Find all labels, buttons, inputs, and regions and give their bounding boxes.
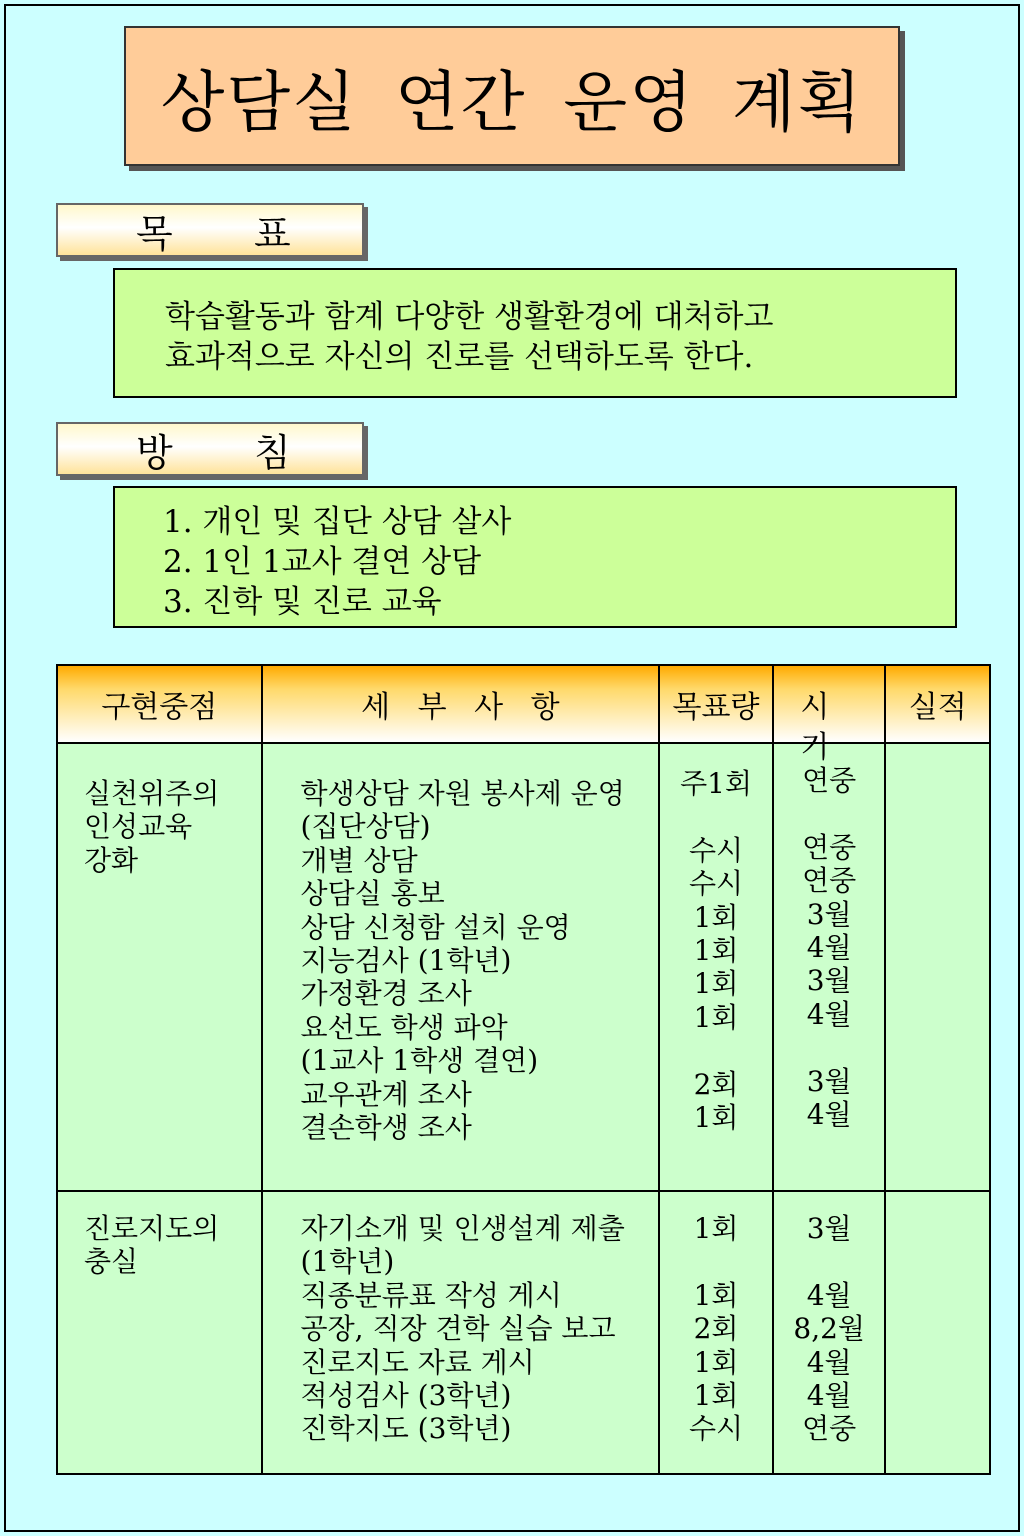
result-cell	[885, 1191, 990, 1474]
period-cell	[773, 743, 886, 1191]
detail-line: 상담실 홍보	[300, 877, 445, 911]
detail-line: 진로지도 자료 게시	[300, 1345, 535, 1379]
period-line: 4월	[806, 930, 852, 964]
period-line: 4월	[806, 1097, 852, 1131]
detail-line: 교우관계 조사	[300, 1077, 472, 1111]
target-cell	[659, 743, 773, 1191]
target-line: 1회	[693, 1345, 739, 1379]
detail-line: 학생상담 자원 봉사제 운영	[300, 777, 625, 810]
detail-line: 자기소개 및 인생설계 제출	[300, 1212, 625, 1245]
header-focus: 구현중점	[57, 665, 262, 743]
detail-line: (1교사 1학생 결연)	[300, 1044, 539, 1078]
period-line: 연중	[802, 764, 857, 797]
table-row	[57, 1191, 990, 1474]
period-line: 3월	[806, 1212, 852, 1245]
policy-label-char-1: 방	[136, 430, 173, 475]
period-line: 연중	[802, 864, 857, 898]
period-line: 3월	[806, 964, 852, 998]
detail-line: 요선도 학생 파악	[300, 1010, 508, 1044]
period-line: 4월	[806, 1378, 852, 1412]
detail-line: (집단상담)	[300, 810, 431, 844]
detail-line: 공장, 직장 견학 실습 보고	[300, 1312, 616, 1346]
period-line: 연중	[802, 830, 857, 864]
target-line	[660, 800, 772, 833]
detail-line: 직종분류표 작성 게시	[300, 1278, 562, 1312]
detail-line: (1학년)	[300, 1245, 395, 1279]
target-line: 수시	[688, 867, 744, 901]
target-line	[660, 1245, 772, 1278]
focus-line: 강화	[84, 843, 139, 877]
table-row	[57, 743, 990, 1191]
target-line: 1회	[693, 1100, 739, 1134]
period-line	[774, 1031, 885, 1064]
detail-cell	[262, 743, 660, 1191]
detail-line: 결손학생 조사	[300, 1110, 472, 1144]
target-line: 1회	[693, 900, 739, 934]
period-line	[774, 1245, 885, 1278]
period-line: 4월	[806, 1278, 852, 1312]
table-header-row	[57, 665, 990, 743]
focus-cell	[57, 743, 262, 1191]
detail-line: 개별 상담	[300, 843, 418, 877]
target-line: 2회	[693, 1067, 739, 1101]
goal-section-label	[56, 203, 364, 257]
target-line: 1회	[693, 1212, 739, 1245]
period-line: 4월	[806, 997, 852, 1031]
target-line: 수시	[688, 833, 744, 867]
focus-line: 충실	[84, 1245, 139, 1279]
target-line: 1회	[693, 967, 739, 1001]
policy-item: 1. 개인 및 집단 상담 살사	[163, 504, 512, 540]
header-period	[773, 665, 886, 765]
period-line: 3월	[806, 1064, 852, 1098]
period-line: 4월	[806, 1345, 852, 1379]
header-period-text: 시기	[800, 690, 830, 765]
target-line: 수시	[688, 1412, 744, 1446]
policy-item: 3. 진학 및 진로 교육	[163, 584, 442, 620]
detail-line: 진학지도 (3학년)	[300, 1412, 512, 1446]
target-line	[660, 1034, 772, 1067]
plan-table	[56, 664, 991, 1475]
target-line: 1회	[693, 933, 739, 967]
detail-cell	[262, 1191, 660, 1474]
page-title: 상담실 연간 운영 계획	[124, 26, 900, 166]
goal-label-char-1: 목	[136, 211, 173, 256]
target-cell	[659, 1191, 773, 1474]
focus-cell	[57, 1191, 262, 1474]
period-line	[774, 797, 885, 830]
target-line: 2회	[693, 1312, 739, 1346]
goal-line: 학습활동과 함계 다양한 생활환경에 대처하고	[165, 299, 774, 335]
focus-line: 진로지도의	[84, 1212, 220, 1245]
header-target: 목표량	[659, 665, 773, 743]
result-cell	[885, 743, 990, 1191]
target-line: 주1회	[680, 767, 752, 800]
policy-item: 2. 1인 1교사 결연 상담	[163, 544, 482, 580]
detail-line: 지능검사 (1학년)	[300, 943, 512, 977]
period-cell	[773, 1191, 886, 1474]
period-line: 연중	[802, 1412, 857, 1446]
focus-line: 실천위주의	[84, 777, 220, 810]
focus-line: 인성교육	[84, 810, 193, 844]
detail-line: 가정환경 조사	[300, 977, 472, 1011]
goal-label-char-2: 표	[254, 211, 291, 256]
policy-label-char-2: 침	[254, 430, 291, 475]
target-line: 1회	[693, 1278, 739, 1312]
header-result: 실적	[885, 665, 990, 743]
detail-line: 상담 신청함 설치 운영	[300, 910, 571, 944]
policy-section-label	[56, 422, 364, 476]
header-detail: 세 부 사 항	[262, 665, 660, 743]
policy-text-box	[113, 486, 957, 628]
period-line: 3월	[806, 897, 852, 931]
goal-line: 효과적으로 자신의 진로를 선택하도록 한다.	[165, 339, 754, 375]
goal-text-box	[113, 268, 957, 398]
detail-line: 적성검사 (3학년)	[300, 1378, 512, 1412]
target-line: 1회	[693, 1000, 739, 1034]
target-line: 1회	[693, 1378, 739, 1412]
period-line: 8,2월	[793, 1312, 865, 1346]
